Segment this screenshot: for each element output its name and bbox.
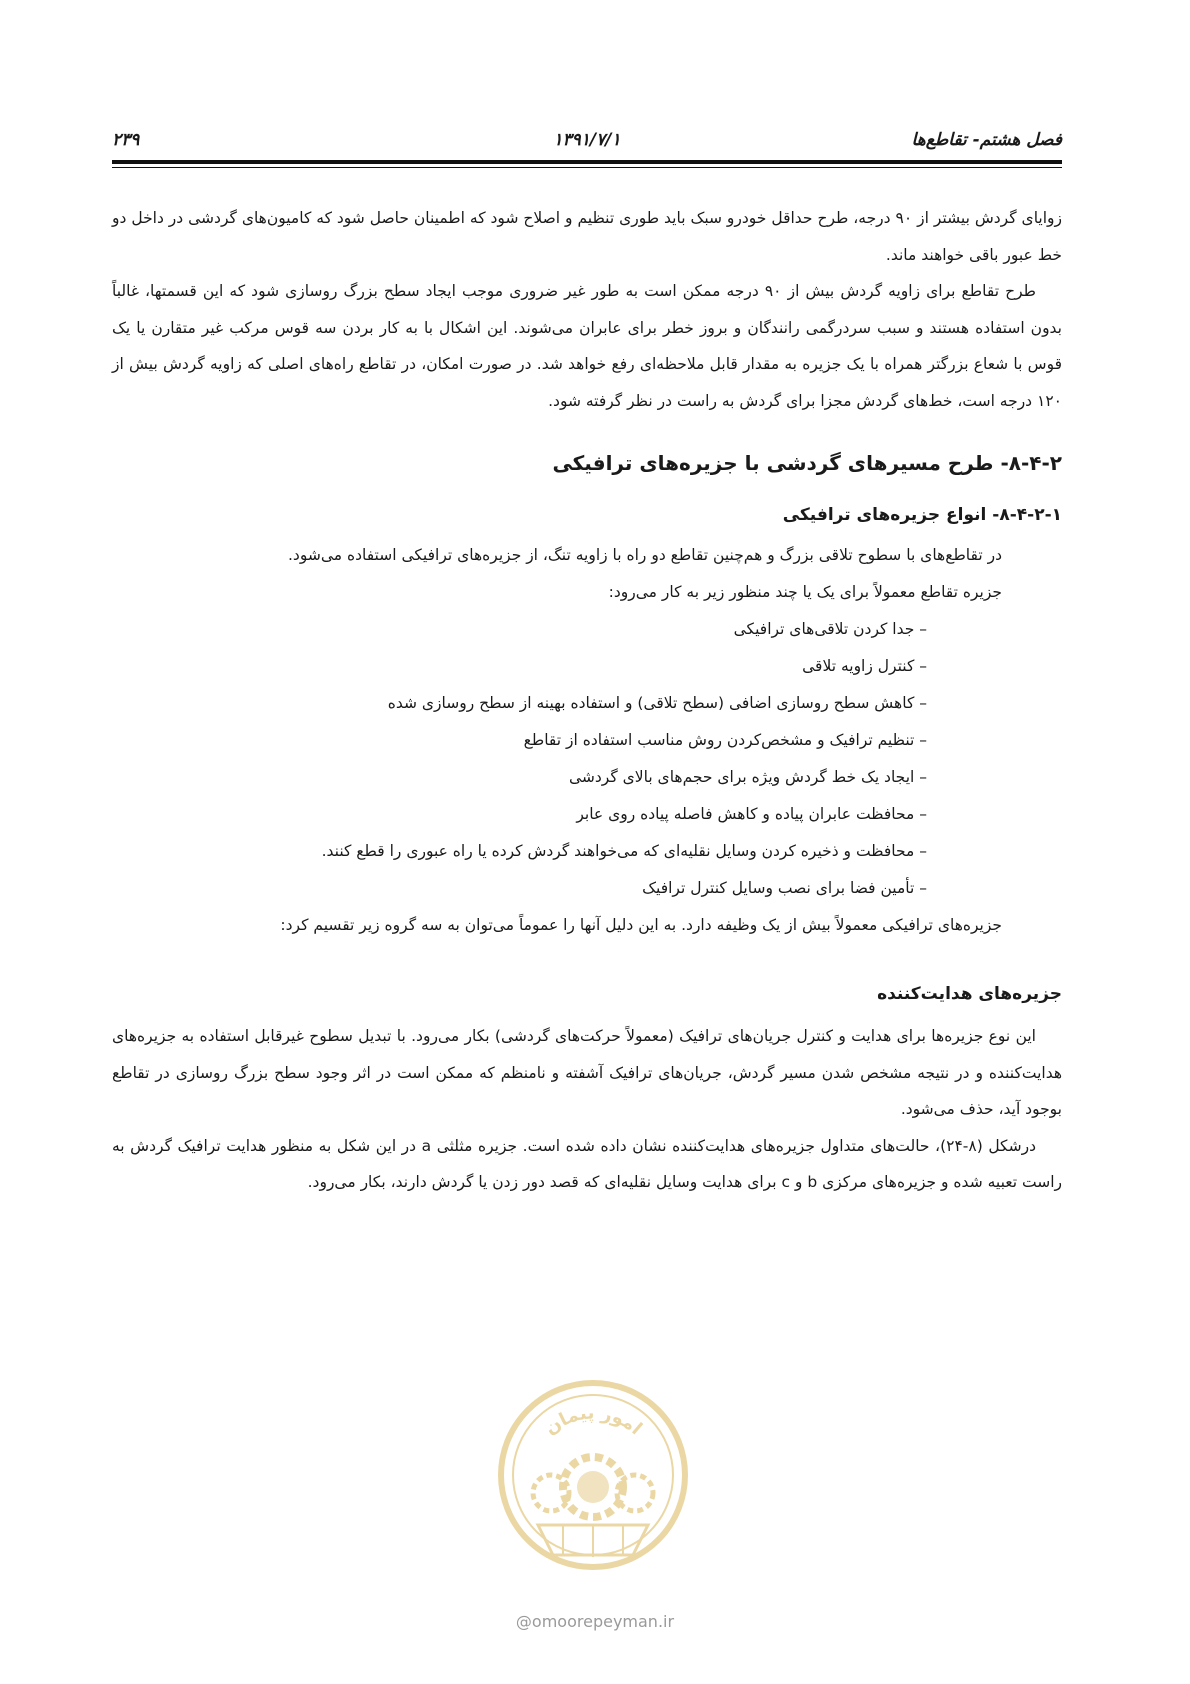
islands-intro-block xyxy=(112,537,1062,944)
svg-text:امور پیمان xyxy=(541,1403,646,1440)
watermark-seal-logo xyxy=(493,1375,693,1575)
header-date: ۱۳۹۱/۷/۱ xyxy=(553,130,621,150)
intro-paragraph-2: طرح تقاطع برای زاویه گردش بیش از ۹۰ درجه ممکن است به طور غیر ضروری موجب ایجاد سطح بزرگ روسازی شود که این قسمتها، غالباً بدون استفاده هستند و سبب سردرگمی رانندگان و بروز خطر برای عابران می‌شوند. این اشکال با به کار بردن سه قوس مرکب غیر متقارن یا یک قوس با شعاع بزرگتر همراه با یک جزیره به مقدار قابل ملاحظه‌ای رفع خواهد شد. در صورت امکان، در تقاطع راه‌های اصلی که زاویه گردش بیش از ۱۲۰ درجه است، خط‌های گردش مجزا برای گردش به راست در نظر گرفته شود. xyxy=(112,282,1062,410)
page-header xyxy=(112,128,1062,154)
intro-paragraph-1: زوایای گردش بیشتر از ۹۰ درجه، طرح حداقل خودرو سبک باید طوری تنظیم و اصلاح شود که اطمینان حاصل شود که کامیون‌های گردشی در داخل دو خط عبور باقی خواهند ماند. xyxy=(112,209,1063,264)
guiding-islands-heading: جزیره‌های هدایت‌کننده xyxy=(877,984,1062,1004)
list-item: – تأمین فضا برای نصب وسایل کنترل ترافیک xyxy=(642,879,927,897)
list-item: – محافظت عابران پیاده و کاهش فاصله پیاده روی عابر xyxy=(576,805,927,823)
list-item: – کنترل زاویه تلاقی xyxy=(802,657,927,675)
watermark-seal-text: امور پیمان xyxy=(540,1402,646,1440)
list-item: – ایجاد یک خط گردش ویژه برای حجم‌های بالای گردشی xyxy=(568,768,927,786)
islands-paragraph-2: جزیره تقاطع معمولاً برای یک یا چند منظور زیر به کار می‌رود: xyxy=(608,583,1002,601)
islands-paragraph-1: در تقاطع‌های با سطوح تلاقی بزرگ و هم‌چنین تقاطع دو راه با زاویه تنگ، از جزیره‌های ترافیکی استفاده می‌شود. xyxy=(288,546,1002,564)
chapter-title: فصل هشتم- تقاطع‌ها xyxy=(911,130,1062,150)
guiding-paragraph-1: این نوع جزیره‌ها برای هدایت و کنترل جریان‌های ترافیک (معمولاً حرکت‌های گردشی) بکار می‌رود. با تبدیل سطوح غیرقابل استفاده به جزیره‌های هدایت‌کننده و در نتیجه مشخص شدن مسیر گردش، جریان‌های ترافیک آشفته و نامنظم که ممکن است در اثر وجود سطح بزرگ روسازی در تقاطع بوجود آید، حذف می‌شود. xyxy=(112,1027,1062,1118)
list-item: – جدا کردن تلاقی‌های ترافیکی xyxy=(733,620,927,638)
section-heading: ۸-۴-۲- طرح مسیرهای گردشی با جزیره‌های ترافیکی xyxy=(552,451,1062,475)
list-item: – محافظت و ذخیره کردن وسایل نقلیه‌ای که می‌خواهند گردش کرده یا راه عبوری را قطع کنند. xyxy=(321,842,927,860)
page-number: ۲۳۹ xyxy=(112,130,140,150)
header-rule-thick xyxy=(112,160,1062,164)
guiding-paragraph-2: درشکل (۸-۲۴)، حالت‌های متداول جزیره‌های هدایت‌کننده نشان داده شده است. جزیره مثلثی a در این شکل به منظور هدایت ترافیک گردش به راست تعبیه شده و جزیره‌های مرکزی b و c برای هدایت وسایل نقلیه‌ای که قصد دور زدن یا گردش دارند، بکار می‌رود. xyxy=(112,1136,1062,1191)
list-item: – تنظیم ترافیک و مشخص‌کردن روش مناسب استفاده از تقاطع xyxy=(523,731,927,749)
watermark-url: @omoorepeyman.ir xyxy=(515,1612,675,1631)
list-item: – کاهش سطح روسازی اضافی (سطح تلاقی) و استفاده بهینه از سطح روسازی شده xyxy=(387,694,927,712)
islands-paragraph-3: جزیره‌های ترافیکی معمولاً بیش از یک وظیفه دارد. به این دلیل آنها را عموماً می‌توان به سه گروه زیر تقسیم کرد: xyxy=(280,916,1002,934)
purpose-list xyxy=(112,611,1002,907)
subsection-heading: ۸-۴-۲-۱- انواع جزیره‌های ترافیکی xyxy=(782,505,1062,525)
header-rule-thin xyxy=(112,167,1062,168)
page-body xyxy=(112,200,1062,1201)
